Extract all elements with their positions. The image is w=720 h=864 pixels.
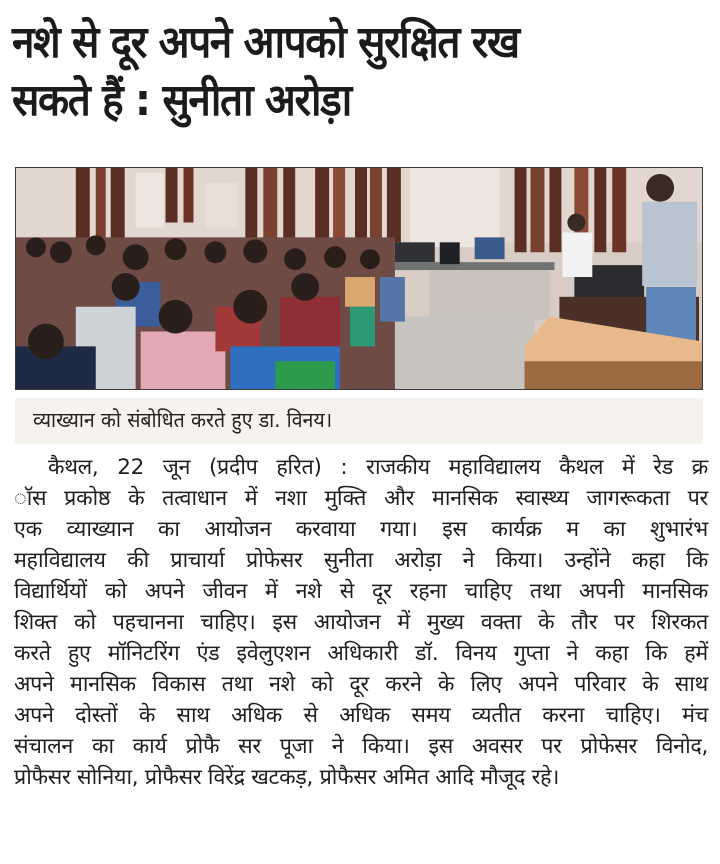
- body-line: अपने दोस्तों के साथ अधिक से अधिक समय व्यतीत करना चाहिए। मंच: [14, 703, 708, 728]
- news-photo: [15, 167, 703, 390]
- body-line: ॉस प्रकोष्ठ के तत्वाधान में नशा मुक्ति और मानसिक स्वास्थ्य जागरूकता पर: [14, 486, 708, 511]
- lecture-hall-photo: [16, 168, 702, 389]
- body-line: प्रोफैसर सोनिया, प्रोफैसर विरेंद्र खटकड़, प्रोफैसर अमित आदि मौजूद रहे।: [14, 765, 560, 790]
- body-line: अपने मानसिक विकास तथा नशे को दूर करने के लिए अपने परिवार के साथ: [14, 672, 708, 697]
- caption-text: व्याख्यान को संबोधित करते हुए डा. विनय।: [33, 408, 333, 432]
- photo-caption: [15, 398, 703, 444]
- article-body: [14, 452, 708, 793]
- body-line: संचालन का कार्य प्रोफै सर पूजा ने किया। इस अवसर पर प्रोफेसर विनोद,: [14, 734, 708, 759]
- body-line: शिक्त को पहचानना चाहिए। इस आयोजन में मुख्य वक्ता के तौर पर शिरकत: [14, 610, 708, 635]
- body-line: करते हुए मॉनिटरिंग एंड इवेलुएशन अधिकारी डॉ. विनय गुप्ता ने कहा कि हमें: [14, 641, 708, 666]
- headline-line-2: सकते हैं : सुनीता अरोड़ा: [12, 75, 351, 126]
- headline-line-1: नशे से दूर अपने आपको सुरक्षित रख: [12, 17, 519, 68]
- body-line: एक व्याख्यान का आयोजन करवाया गया। इस कार्यक्र म का शुभारंभ: [14, 517, 708, 542]
- body-line: कैथल, 22 जून (प्रदीप हरित) : राजकीय महाविद्यालय कैथल में रेड क्र: [48, 455, 708, 480]
- headline: [12, 14, 656, 130]
- body-line: महाविद्यालय की प्राचार्या प्रोफेसर सुनीता अरोड़ा ने किया। उन्होंने कहा कि: [14, 548, 708, 573]
- body-line: विद्यार्थियों को अपने जीवन में नशे से दूर रहना चाहिए तथा अपनी मानसिक: [14, 579, 708, 604]
